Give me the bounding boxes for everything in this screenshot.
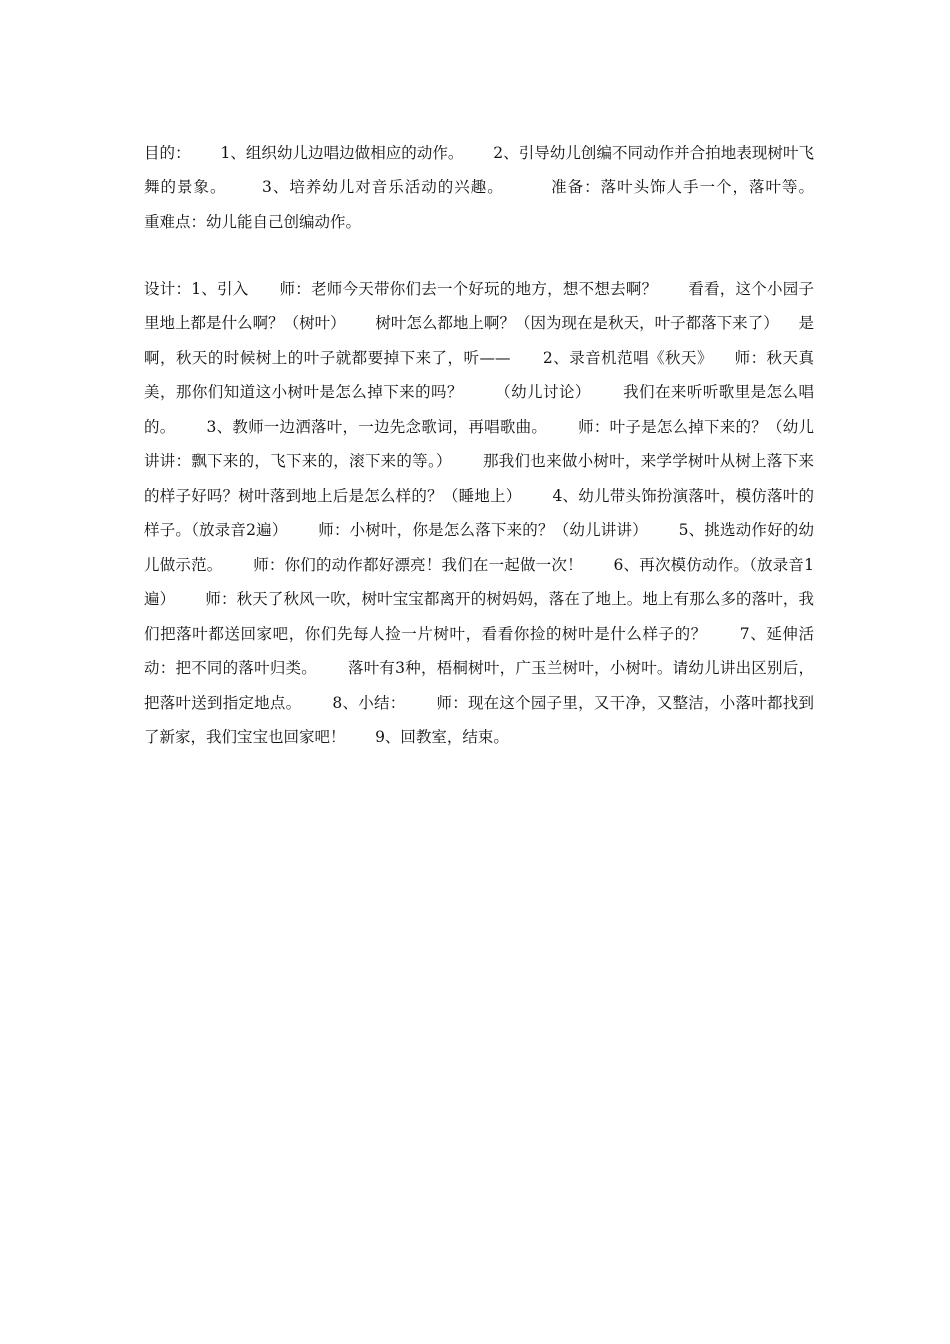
objectives-paragraph: 目的： 1、组织幼儿边唱边做相应的动作。 2、引导幼儿创编不同动作并合拍地表现树叶飞舞的景象。 3、培养幼儿对音乐活动的兴趣。 准备：落叶头饰人手一个，落叶等。 重难点：幼儿能自己创编动作。 [144, 143, 864, 231]
design-paragraph: 设计：1、引入 师：老师今天带你们去一个好玩的地方，想不想去啊？ 看看，这个小园子里地上都是什么啊？（树叶） 树叶怎么都地上啊？（因为现在是秋天，叶子都落下来了） 是啊，秋天的时候树上的叶子就都要掉下来了，听—— 2、录音机范唱《秋天》 师：秋天真美，那你们知道这小树叶是怎么掉下来的吗？ （幼儿讨论） 我们在来听听歌里是怎么唱的。 3、教师一边洒落叶，一边先念歌词，再唱歌曲。 师：叶子是怎么掉下来的？（幼儿讲讲：飘下来的，飞下来的，滚下来的等。） 那我们也来做小树叶，来学学树叶从树上落下来的样子好吗？树叶落到地上后是怎么样的？（睡地上） 4、幼儿带头饰扮演落叶，模仿落叶的样子。（放录音2遍） 师：小树叶，你是怎么落下来的？（幼儿讲讲） 5、挑选动作好的幼儿做示范。 师：你们的动作都好漂亮！我们在一起做一次！ 6、再次模仿动作。（放录音1遍） 师：秋天了秋风一吹，树叶宝宝都离开的树妈妈，落在了地上。地上有那么多的落叶，我们把落叶都送回家吧，你们先每人捡一片树叶，看看你捡的树叶是什么样子的？ 7、延伸活动：把不同的落叶归类。 落叶有3种，梧桐树叶，广玉兰树叶，小树叶。请幼儿讲出区别后，把落叶送到指定地点。 8、小结： 师：现在这个园子里，又干净，又整洁，小落叶都找到了新家，我们宝宝也回家吧！ 9、回教室，结束。 [144, 279, 814, 746]
